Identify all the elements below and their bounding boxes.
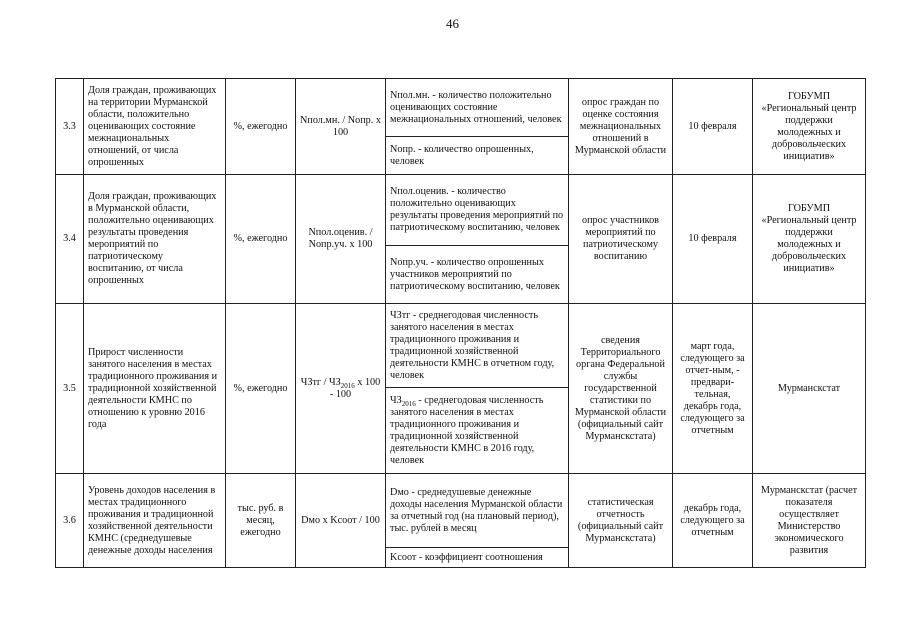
row-number: 3.5 xyxy=(56,304,84,474)
formula-subscript: 2016 xyxy=(340,381,355,390)
var-symbol: ЧЗ xyxy=(390,394,402,406)
responsible-body: Мурманскстат (расчет показателя осуществляет Министерство экономического развития xyxy=(753,474,866,568)
formula-main: ЧЗтг / ЧЗ xyxy=(300,376,341,388)
indicator-unit: %, ежегодно xyxy=(226,175,296,304)
indicator-formula: Nпол.оценив. / Nопр.уч. х 100 xyxy=(296,175,386,304)
reporting-term: 10 февраля xyxy=(673,175,753,304)
indicator-formula xyxy=(296,304,386,474)
table-row xyxy=(56,175,866,246)
indicator-unit: %, ежегодно xyxy=(226,79,296,175)
row-number: 3.3 xyxy=(56,79,84,175)
variable-definition: Nопр.уч. - количество опрошенных участников мероприятий по патриотическому воспитанию, человек xyxy=(386,246,569,304)
data-source: сведения Территориального органа Федеральной службы государственной статистики по Мурманской области (официальный сайт Мурманскстата) xyxy=(569,304,673,474)
indicator-name: Доля граждан, проживающих в Мурманской области, положительно оценивающих результаты проведения мероприятий по патриотическому воспитанию, от числа опрошенных xyxy=(84,175,226,304)
page-number: 46 xyxy=(446,16,459,31)
variable-definition: Nпол.мн. - количество положительно оценивающих состояние межнациональных отношений, человек xyxy=(386,79,569,137)
formula-tail: х 100 - 100 xyxy=(329,376,381,400)
indicator-formula: Nпол.мн. / Nопр. х 100 xyxy=(296,79,386,175)
variable-definition: Nопр. - количество опрошенных, человек xyxy=(386,137,569,175)
indicator-name: Уровень доходов населения в местах традиционного проживания и традиционной хозяйственной деятельности КМНС (среднедушевые денежные доходы населения xyxy=(84,474,226,568)
table-row xyxy=(56,79,866,137)
indicator-formula: Dмо х Kсоот / 100 xyxy=(296,474,386,568)
variable-definition: Nпол.оценив. - количество положительно оценивающих результаты проведения мероприятий по патриотическому воспитанию, человек xyxy=(386,175,569,246)
reporting-term: декабрь года, следующего за отчетным xyxy=(673,474,753,568)
data-source: статистическая отчетность (официальный сайт Мурманскстата) xyxy=(569,474,673,568)
responsible-body: ГОБУМП «Региональный центр поддержки молодежных и добровольческих инициатив» xyxy=(753,79,866,175)
responsible-body: Мурманскстат xyxy=(753,304,866,474)
variable-definition: Kсоот - коэффициент соотношения xyxy=(386,548,569,568)
var-description: - среднегодовая численность занятого населения в местах традиционного проживания и традиционной хозяйственной деятельности КМНС в 2016 году, человек xyxy=(390,394,544,466)
data-source: опрос участников мероприятий по патриотическому воспитанию xyxy=(569,175,673,304)
indicator-name: Доля граждан, проживающих на территории Мурманской области, положительно оценивающих состояние межнациональных отношений, от числа опрошенных xyxy=(84,79,226,175)
indicator-unit: тыс. руб. в месяц, ежегодно xyxy=(226,474,296,568)
row-number: 3.4 xyxy=(56,175,84,304)
reporting-term: март года, следующего за отчет-ным, - предвари-тельная, декабрь года, следующего за отчетным xyxy=(673,304,753,474)
table-row xyxy=(56,304,866,388)
variable-definition xyxy=(386,388,569,474)
data-source: опрос граждан по оценке состояния межнациональных отношений в Мурманской области xyxy=(569,79,673,175)
variable-definition: ЧЗтг - среднегодовая численность занятого населения в местах традиционного проживания и традиционной хозяйственной деятельности КМНС в отчетном году, человек xyxy=(386,304,569,388)
indicator-unit: %, ежегодно xyxy=(226,304,296,474)
row-number: 3.6 xyxy=(56,474,84,568)
table-row xyxy=(56,474,866,548)
reporting-term: 10 февраля xyxy=(673,79,753,175)
indicator-name: Прирост численности занятого населения в местах традиционного проживания и традиционной хозяйственной деятельности КМНС по отношению к уровню 2016 года xyxy=(84,304,226,474)
variable-definition: Dмо - среднедушевые денежные доходы населения Мурманской области за отчетный год (на плановый период), тыс. рублей в месяц xyxy=(386,474,569,548)
responsible-body: ГОБУМП «Региональный центр поддержки молодежных и добровольческих инициатив» xyxy=(753,175,866,304)
var-subscript: 2016 xyxy=(401,399,416,408)
indicators-table xyxy=(55,78,866,568)
